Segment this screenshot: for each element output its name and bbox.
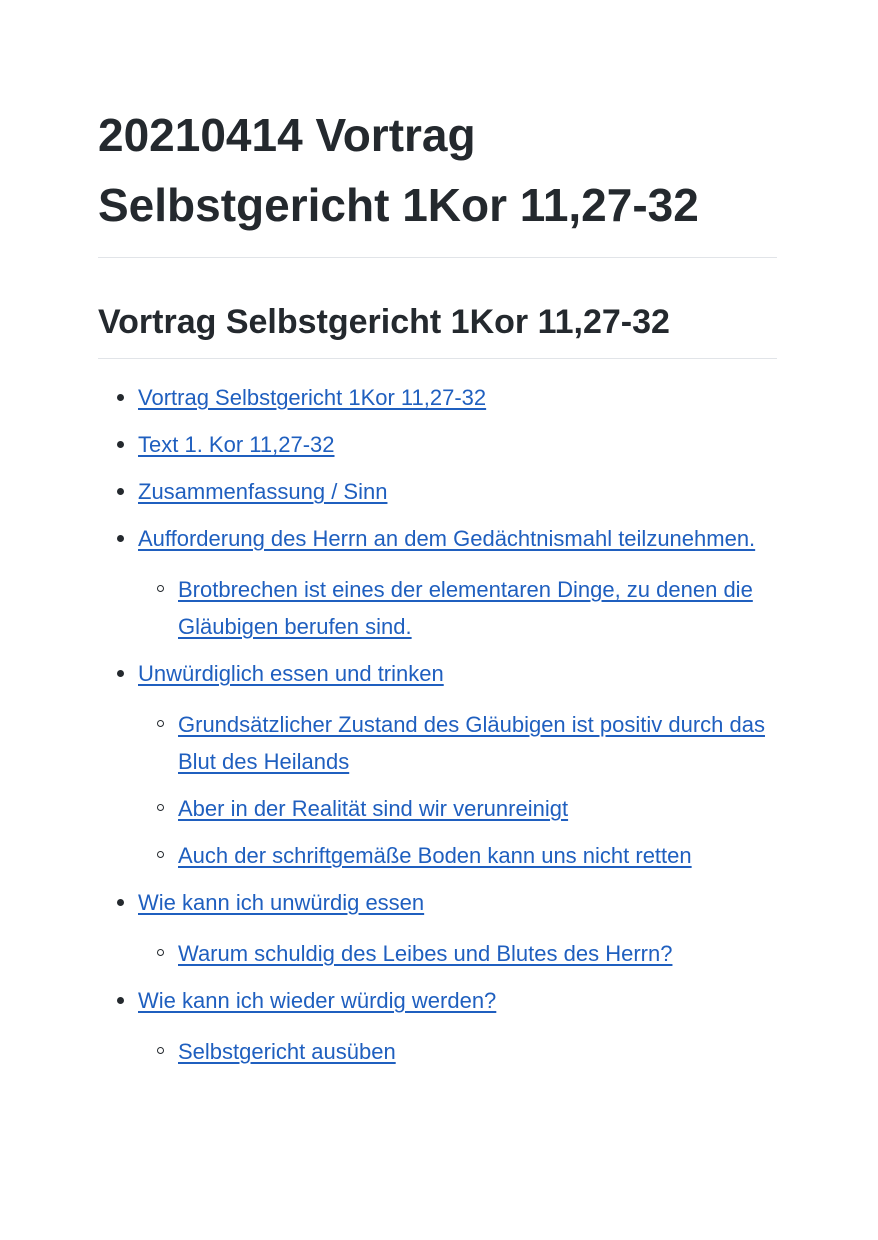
toc-item (98, 520, 777, 645)
bullet-disc-icon (117, 394, 124, 401)
document-content (98, 100, 777, 1080)
bullet-circle-icon (157, 720, 164, 727)
toc-item (98, 473, 777, 510)
toc-sublist (138, 706, 777, 874)
toc-sublist (138, 571, 777, 645)
toc-sublink[interactable]: Grundsätzlicher Zustand des Gläubigen ist positiv durch das Blut des Heilands (178, 712, 765, 774)
bullet-circle-icon (157, 1047, 164, 1054)
toc-sublink[interactable]: Aber in der Realität sind wir verunreinigt (178, 796, 569, 821)
toc-link[interactable]: Wie kann ich wieder würdig werden? (138, 988, 497, 1013)
toc-link[interactable]: Unwürdiglich essen und trinken (138, 661, 444, 686)
toc-item (98, 884, 777, 972)
bullet-disc-icon (117, 997, 124, 1004)
toc-link[interactable]: Vortrag Selbstgericht 1Kor 11,27-32 (138, 385, 487, 410)
toc-subitem (138, 571, 777, 645)
bullet-circle-icon (157, 585, 164, 592)
table-of-contents (98, 379, 777, 1070)
toc-subitem (138, 790, 777, 827)
toc-sublist (138, 935, 777, 972)
toc-subitem (138, 706, 777, 780)
bullet-circle-icon (157, 851, 164, 858)
toc-subitem (138, 935, 777, 972)
toc-sublist (138, 1033, 777, 1070)
toc-link[interactable]: Text 1. Kor 11,27-32 (138, 432, 335, 457)
bullet-disc-icon (117, 670, 124, 677)
toc-subitem (138, 837, 777, 874)
toc-link[interactable]: Aufforderung des Herrn an dem Gedächtnismahl teilzunehmen. (138, 526, 756, 551)
bullet-disc-icon (117, 535, 124, 542)
toc-item (98, 379, 777, 416)
toc-sublink[interactable]: Warum schuldig des Leibes und Blutes des Herrn? (178, 941, 673, 966)
toc-item (98, 982, 777, 1070)
bullet-disc-icon (117, 488, 124, 495)
bullet-disc-icon (117, 441, 124, 448)
section-heading: Vortrag Selbstgericht 1Kor 11,27-32 (98, 296, 777, 359)
toc-subitem (138, 1033, 777, 1070)
bullet-disc-icon (117, 899, 124, 906)
toc-link[interactable]: Zusammenfassung / Sinn (138, 479, 388, 504)
page-title: 20210414 Vortrag Selbstgericht 1Kor 11,27-32 (98, 100, 777, 258)
toc-link[interactable]: Wie kann ich unwürdig essen (138, 890, 425, 915)
toc-sublink[interactable]: Selbstgericht ausüben (178, 1039, 396, 1064)
bullet-circle-icon (157, 949, 164, 956)
toc-item (98, 426, 777, 463)
toc-item (98, 655, 777, 874)
toc-sublink[interactable]: Auch der schriftgemäße Boden kann uns nicht retten (178, 843, 692, 868)
toc-sublink[interactable]: Brotbrechen ist eines der elementaren Dinge, zu denen die Gläubigen berufen sind. (178, 577, 753, 639)
bullet-circle-icon (157, 804, 164, 811)
